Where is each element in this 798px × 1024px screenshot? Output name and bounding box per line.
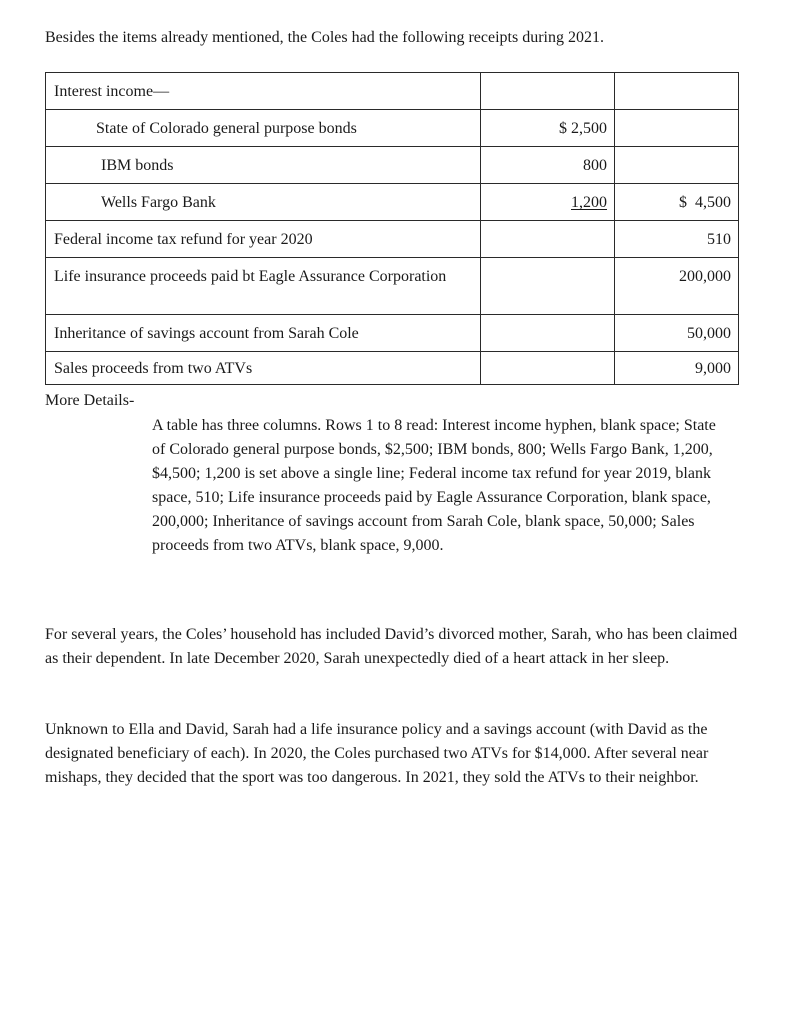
row-label: Sales proceeds from two ATVs — [46, 352, 481, 385]
table-row — [46, 110, 739, 147]
row-label: State of Colorado general purpose bonds — [46, 110, 481, 147]
table-row — [46, 315, 739, 352]
subtotal-cell — [481, 184, 615, 221]
more-details-label: More Details- — [45, 392, 135, 409]
table-row — [46, 184, 739, 221]
subtotal-cell — [481, 315, 615, 352]
total-cell: $ 4,500 — [615, 184, 739, 221]
total-cell — [615, 147, 739, 184]
subtotal-cell: $ 2,500 — [481, 110, 615, 147]
total-cell — [615, 73, 739, 110]
intro-text: Besides the items already mentioned, the Coles had the following receipts during 2021. — [45, 29, 604, 46]
subtotal-cell — [481, 73, 615, 110]
table-row — [46, 73, 739, 110]
paragraph-atvs: Unknown to Ella and David, Sarah had a life insurance policy and a savings account (with David as the designated beneficiary of each). In 2020, the Coles purchased two ATVs for $14,000. After several near mishaps, they decided that the sport was too dangerous. In 2021, they sold the ATVs to their neighbor. — [45, 721, 709, 786]
row-label: Wells Fargo Bank — [46, 184, 481, 221]
table-row — [46, 352, 739, 385]
table-description: A table has three columns. Rows 1 to 8 read: Interest income hyphen, blank space; State of Colorado general purpose bonds, $2,500; IBM bonds, 800; Wells Fargo Bank, 1,200, $4,500; 1,200 is set above a single line; Federal income tax refund for year 2019, blank space, 510; Life insurance proceeds paid by Eagle Assurance Corporation, blank space, 200,000; Inheritance of savings account from Sarah Cole, blank space, 50,000; Sales proceeds from two ATVs, blank space, 9,000. — [152, 417, 716, 554]
row-label: Interest income— — [46, 73, 481, 110]
row-label: Inheritance of savings account from Sarah Cole — [46, 315, 481, 352]
receipts-table — [45, 72, 739, 385]
underlined-subtotal: 1,200 — [571, 194, 607, 211]
subtotal-cell: 800 — [481, 147, 615, 184]
paragraph-sarah: For several years, the Coles’ household has included David’s divorced mother, Sarah, who has been claimed as their dependent. In late December 2020, Sarah unexpectedly died of a heart attack in her sleep. — [45, 626, 738, 667]
table-row — [46, 221, 739, 258]
row-label: Federal income tax refund for year 2020 — [46, 221, 481, 258]
total-cell: 50,000 — [615, 315, 739, 352]
table-row — [46, 258, 739, 315]
total-cell — [615, 110, 739, 147]
total-cell: 9,000 — [615, 352, 739, 385]
table-row — [46, 147, 739, 184]
subtotal-cell — [481, 258, 615, 315]
total-cell: 510 — [615, 221, 739, 258]
subtotal-cell — [481, 221, 615, 258]
row-label: Life insurance proceeds paid bt Eagle Assurance Corporation — [46, 258, 481, 315]
row-label: IBM bonds — [46, 147, 481, 184]
total-cell: 200,000 — [615, 258, 739, 315]
subtotal-cell — [481, 352, 615, 385]
